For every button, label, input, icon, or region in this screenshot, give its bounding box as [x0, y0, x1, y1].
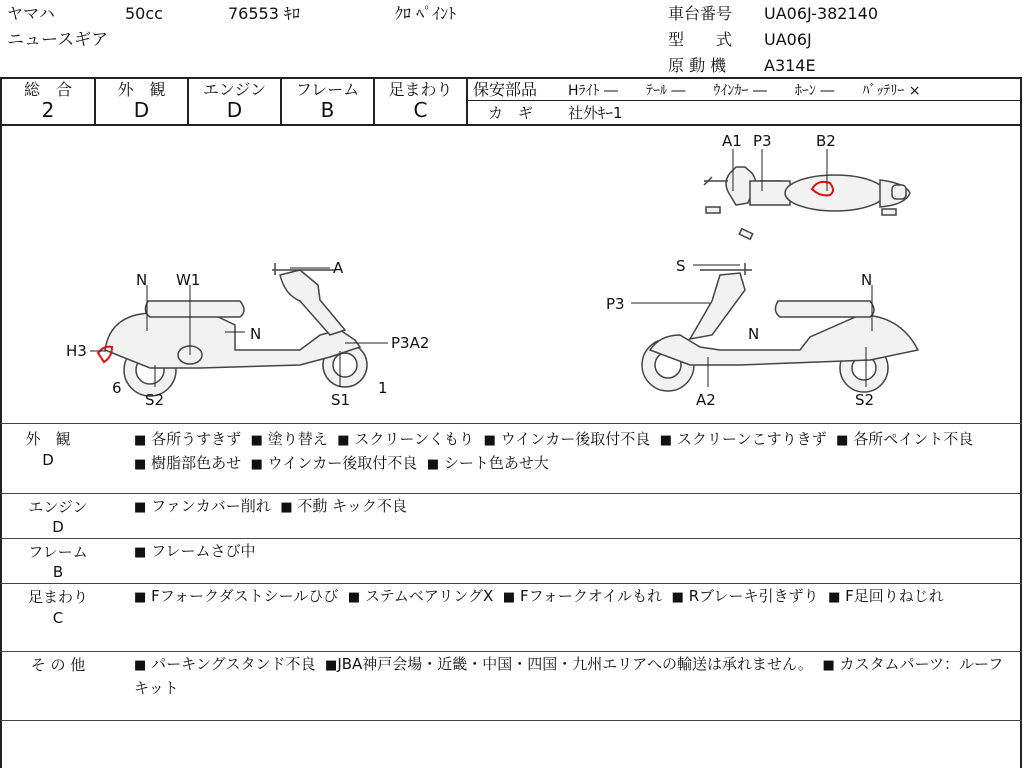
section-grade: D	[42, 451, 54, 469]
section-items: ■ ファンカバー削れ ■ 不動 キック不良	[134, 497, 407, 515]
exterior-label: 外 観	[117, 80, 166, 99]
defect-item: 不動 キック不良	[297, 497, 407, 515]
label-n-left-1: N	[136, 271, 148, 289]
empty-row	[0, 720, 1022, 767]
section-title: そ の 他	[30, 656, 86, 674]
frame-no-value: UA06J-382140	[764, 4, 879, 23]
model-label: 型 式	[668, 30, 733, 49]
section-title: 足まわり	[27, 588, 88, 606]
color: ｸﾛ ﾍﾟｲﾝﾄ	[395, 4, 457, 23]
section-engine	[0, 493, 1022, 539]
section-grade: B	[52, 563, 64, 581]
label-n-left-2: N	[250, 325, 262, 343]
label-1: 1	[378, 379, 388, 397]
defect-item: 各所ペイント不良	[853, 430, 974, 448]
label-s2-right: S2	[855, 391, 875, 409]
suspension-grade-value: C	[413, 98, 428, 122]
defect-item: シート色あせ大	[443, 454, 549, 472]
exterior-value: D	[133, 98, 150, 122]
label-h3: H3	[66, 342, 87, 360]
damage-diagram	[0, 125, 1022, 423]
section-frame	[0, 538, 1022, 584]
defect-item: フレームさび中	[151, 542, 256, 560]
maker: ヤマハ	[7, 4, 55, 23]
top-view-labels	[722, 132, 836, 150]
label-p3a2: P3A2	[391, 334, 430, 352]
engine-grade-value: D	[226, 98, 243, 122]
defect-item: JBA神戸会場・近畿・中国・四国・九州エリアへの輸送は承れません。	[337, 655, 813, 673]
key-label: カ ギ	[488, 104, 534, 122]
section-items: ■ フレームさび中	[134, 542, 256, 560]
label-s-right: S	[676, 257, 686, 275]
section-grade: C	[52, 609, 64, 627]
scooter-right-view	[642, 263, 918, 392]
safety-items: Hﾗｲﾄ ― ﾃｰﾙ ― ｳｲﾝｶｰ ― ﾎｰﾝ ― ﾊﾞｯﾃﾘｰ ×	[568, 83, 921, 99]
key-value: 社外ｷｰ1	[568, 104, 623, 122]
section-title: エンジン	[28, 498, 88, 516]
label-a1: A1	[722, 132, 742, 150]
defect-item: ファンカバー削れ	[151, 497, 271, 515]
section-items: ■ Fフォークダストシールひび ■ ステムベアリングX ■ Fフォークオイルもれ ■ Rブレーキ引きずり ■ F足回りねじれ	[134, 587, 944, 605]
displacement: 50cc	[125, 4, 163, 23]
overall-value: 2	[41, 98, 55, 122]
label-n-right-2: N	[748, 325, 760, 343]
scooter-diagrams	[0, 125, 1022, 423]
defect-item: 塗り替え	[267, 430, 328, 448]
defect-item: 樹脂部色あせ	[151, 454, 242, 472]
frame-grade-value: B	[320, 98, 335, 122]
engine-value: A314E	[764, 56, 816, 75]
defect-item: ウインカー後取付不良	[267, 454, 418, 472]
defect-item: Rブレーキ引きずり	[688, 587, 819, 605]
label-s1: S1	[331, 391, 351, 409]
overall-label: 総 合	[23, 80, 72, 99]
model-value: UA06J	[764, 30, 812, 49]
defect-item: スクリーンくもり	[354, 430, 475, 448]
label-n-right-1: N	[861, 271, 873, 289]
section-grade: D	[52, 518, 64, 536]
scooter-top-view	[704, 167, 910, 239]
section-other	[0, 651, 1022, 721]
label-w1: W1	[176, 271, 201, 289]
defect-item: Fフォークオイルもれ	[519, 587, 663, 605]
label-6: 6	[112, 379, 122, 397]
frame-no-label: 車台番号	[668, 4, 733, 23]
defect-item: Fフォークダストシールひび	[151, 587, 339, 605]
defect-item: F足回りねじれ	[845, 587, 944, 605]
label-s2-left: S2	[145, 391, 165, 409]
label-a-left: A	[333, 259, 344, 277]
section-title: フレーム	[28, 543, 88, 561]
model-name: ニュースギア	[7, 30, 109, 50]
section-suspension	[0, 583, 1022, 652]
defect-item: カスタムパーツ：ルーフキット	[134, 655, 1004, 697]
label-p3-top: P3	[753, 132, 772, 150]
defect-item: パーキングスタンド不良	[151, 655, 316, 673]
defect-item: ウインカー後取付不良	[500, 430, 651, 448]
section-items: ■ パーキングスタンド不良 ■JBA神戸会場・近畿・中国・四国・九州エリアへの輸送は承れません。 ■ カスタムパーツ：ルーフキット	[134, 655, 1004, 697]
section-items: ■ 各所うすきず ■ 塗り替え ■ スクリーンくもり ■ ウインカー後取付不良 ■ スクリーンこすりきず ■ 各所ペイント不良 ■ 樹脂部色あせ ■ ウインカー後取付不良 ■ シート色あせ大	[134, 430, 974, 472]
label-p3-right: P3	[606, 295, 625, 313]
engine-grade-label: エンジン	[202, 80, 267, 99]
defect-item: 各所うすきず	[151, 430, 242, 448]
suspension-grade-label: 足まわり	[388, 80, 453, 99]
safety-label: 保安部品	[473, 80, 538, 99]
defect-item: ステムベアリングX	[364, 587, 494, 605]
label-a2: A2	[696, 391, 716, 409]
mileage: 76553 ｷﾛ	[228, 4, 300, 23]
section-exterior	[0, 423, 1022, 494]
engine-label: 原 動 機	[668, 56, 727, 75]
defect-item: スクリーンこすりきず	[676, 430, 827, 448]
section-title: 外 観	[25, 430, 71, 448]
frame-grade-label: フレーム	[295, 80, 360, 99]
label-b2: B2	[816, 132, 836, 150]
